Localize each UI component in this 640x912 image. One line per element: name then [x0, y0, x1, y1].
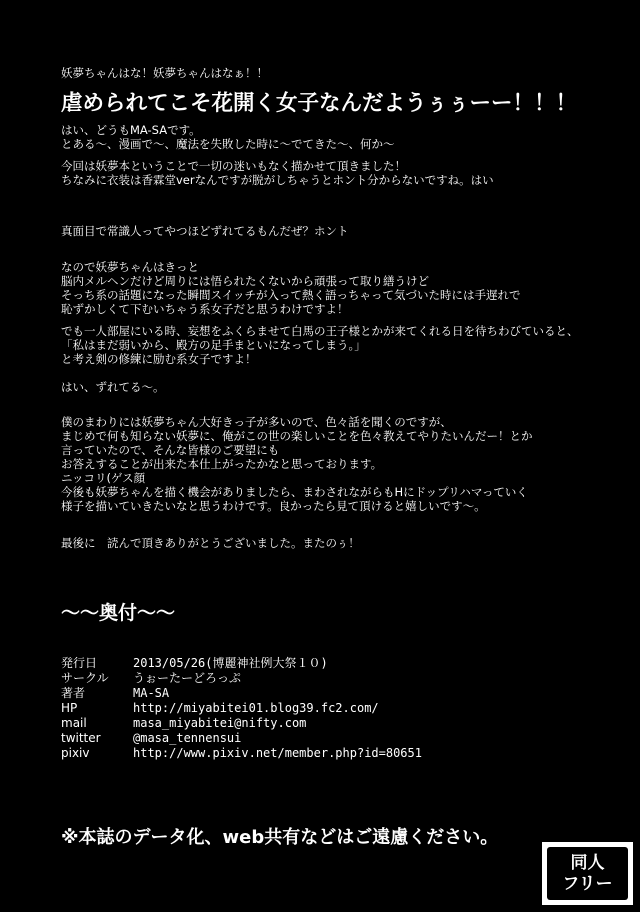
- colophon-row: [61, 731, 422, 746]
- text-line: 様子を描いていきたいなと思うわけです。良かったら見て頂けると嬉しいです～。: [61, 499, 486, 513]
- paragraph-daydream: [61, 324, 579, 366]
- stamp-line2: フリー: [562, 874, 613, 894]
- paragraph-intro: [61, 159, 494, 187]
- colophon-title: ～～奥付～～: [61, 602, 176, 624]
- colophon-value: http://www.pixiv.net/member.php?id=80651: [133, 746, 422, 760]
- paragraph-friends: [61, 415, 533, 513]
- text-line: まじめで何も知らない妖夢に、俺がこの世の楽しいことを色々教えてやりたいんだー！とか: [61, 429, 533, 443]
- paragraph-greeting: [61, 123, 395, 151]
- text-line: はい、どうもMA-SAです。: [61, 123, 201, 137]
- colophon-key: 発行日: [61, 656, 98, 670]
- colophon-row: [61, 686, 422, 701]
- paragraph-closing: [61, 536, 360, 550]
- text-line: 真面目で常識人ってやつほどずれてるもんだぜ？ホント: [61, 224, 349, 238]
- colophon-key: サークル: [61, 671, 109, 685]
- text-line: ちなみに衣装は香霖堂verなんですが脱がしちゃうとホント分からないですね。はい: [61, 173, 494, 187]
- text-line: と考え剣の修練に励む系女子ですよ！: [61, 352, 257, 366]
- text-line: 今後も妖夢ちゃんを描く機会がありましたら、まわされながらもHにドップリハマっていく: [61, 485, 528, 499]
- intro-line: 妖夢ちゃんはな！妖夢ちゃんはなぁ！！: [61, 66, 268, 80]
- text-line: はい、ずれてる～。: [61, 380, 165, 394]
- colophon-key: twitter: [61, 731, 101, 745]
- colophon-row: [61, 746, 422, 761]
- doujin-free-stamp: [542, 842, 633, 905]
- colophon-row: [61, 671, 422, 686]
- text-line: そっち系の話題になった瞬間スイッチが入って熱く語っちゃって気づいた時には手遅れで: [61, 288, 521, 302]
- text-line: 僕のまわりには妖夢ちゃん大好きっ子が多いので、色々話を聞くのですが、: [61, 415, 452, 429]
- paragraph-youmu: [61, 260, 521, 316]
- text-line: 「私はまだ弱いから、殿方の足手まといになってしまう。」: [61, 338, 366, 352]
- colophon-key: HP: [61, 701, 78, 715]
- paragraph-serious: [61, 224, 349, 238]
- stamp-frame: [547, 847, 628, 900]
- colophon-value: @masa_tennensui: [133, 731, 242, 745]
- colophon-value: MA-SA: [133, 686, 170, 700]
- stamp-line1: 同人: [570, 853, 605, 873]
- text-line: お答えすることが出来た本仕上がったかなと思っております。: [61, 457, 383, 471]
- colophon-row: [61, 701, 422, 716]
- colophon-table: [61, 656, 422, 761]
- footer-notice: ※本誌のデータ化、web共有などはご遠慮ください。: [61, 827, 499, 848]
- colophon-key: mail: [61, 716, 87, 730]
- colophon-value: masa_miyabitei@nifty.com: [133, 716, 307, 730]
- colophon-row: [61, 716, 422, 731]
- colophon-value: http://miyabitei01.blog39.fc2.com/: [133, 701, 379, 715]
- text-line: 今回は妖夢本ということで一切の迷いもなく描かせて頂きました！: [61, 159, 406, 173]
- paragraph-zureteru: [61, 380, 165, 394]
- text-line: ニッコリ(ゲス顔: [61, 471, 146, 485]
- colophon-row: [61, 656, 422, 671]
- colophon-value: 2013/05/26(博麗神社例大祭１０): [133, 656, 328, 670]
- text-line: 最後に 読んで頂きありがとうございました。またのぅ！: [61, 536, 360, 550]
- text-line: とある～、漫画で～、魔法を失敗した時に～でてきた～、何か～: [61, 137, 395, 151]
- colophon-key: pixiv: [61, 746, 90, 760]
- colophon-value: うぉーたーどろっぷ: [133, 671, 242, 685]
- text-line: 言っていたので、そんな皆様のご要望にも: [61, 443, 280, 457]
- text-line: 脳内メルヘンだけど周りには悟られたくないから頑張って取り繕うけど: [61, 274, 429, 288]
- text-line: 恥ずかしくて下むいちゃう系女子だと思うわけですよ！: [61, 302, 349, 316]
- text-line: なので妖夢ちゃんはきっと: [61, 260, 199, 274]
- colophon-key: 著者: [61, 686, 86, 700]
- text-line: でも一人部屋にいる時、妄想をふくらませて白馬の王子様とかが来てくれる日を待ちわびていると、: [61, 324, 579, 338]
- headline: 虐められてこそ花開く女子なんだようぅぅーー！！！: [61, 91, 578, 116]
